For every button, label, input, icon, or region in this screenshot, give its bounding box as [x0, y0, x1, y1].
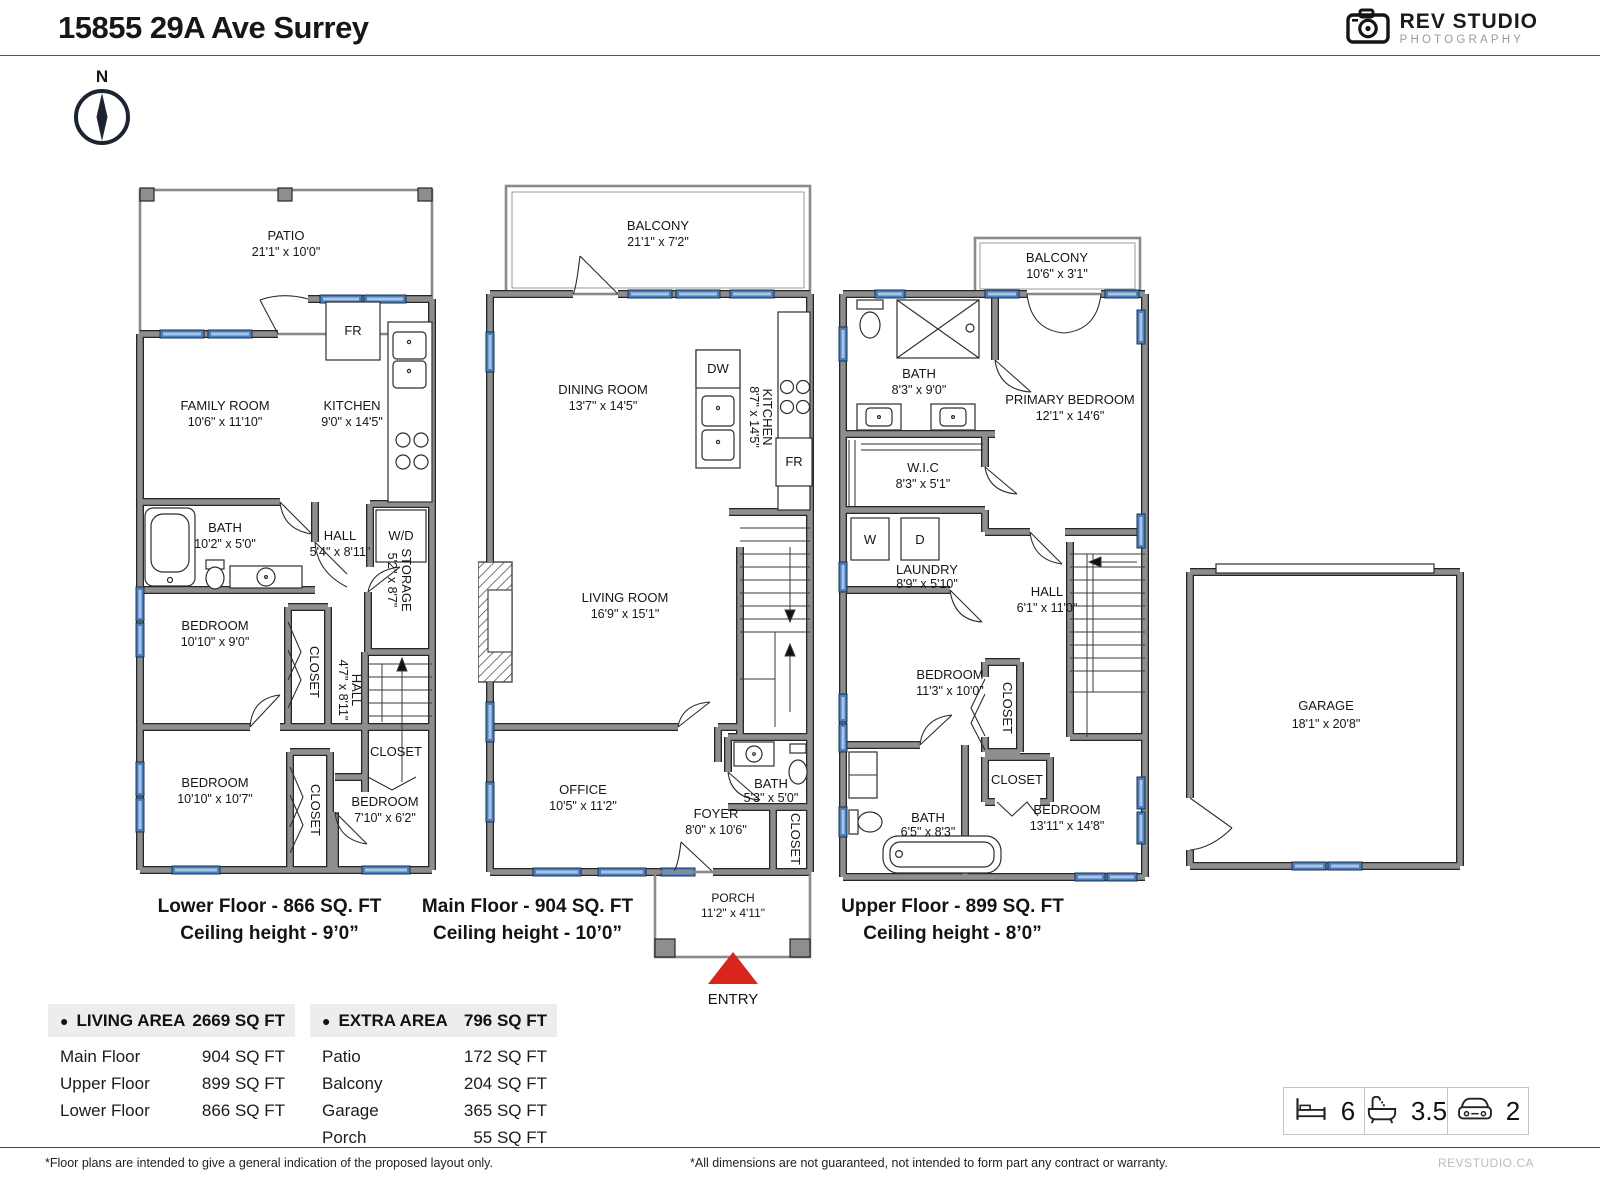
table-row: Patio 172 SQ FT: [322, 1047, 547, 1066]
svg-text:16'9" x 15'1": 16'9" x 15'1": [590, 607, 660, 621]
svg-text:BATH: BATH: [208, 520, 242, 535]
svg-text:HALL: HALL: [1030, 584, 1064, 599]
svg-text:BATH: BATH: [902, 366, 936, 381]
upper-floor-caption: Upper Floor - 899 SQ. FT Ceiling height - 8’0”: [841, 896, 1064, 944]
table-row: Porch 55 SQ FT: [322, 1128, 547, 1147]
svg-text:BEDROOM: BEDROOM: [181, 775, 249, 790]
svg-text:6'1" x 11'0": 6'1" x 11'0": [1016, 601, 1078, 615]
bullet-icon: ●: [60, 1012, 69, 1029]
studio-logo: [1345, 7, 1538, 50]
footer-brand: REVSTUDIO.CA: [1437, 1156, 1534, 1170]
svg-text:10'2" x 5'0": 10'2" x 5'0": [194, 537, 256, 551]
svg-text:DINING ROOM: DINING ROOM: [558, 382, 648, 397]
svg-text:BEDROOM: BEDROOM: [1033, 802, 1101, 817]
svg-text:10'6" x 11'10": 10'6" x 11'10": [187, 415, 263, 429]
svg-text:8'3" x 5'1": 8'3" x 5'1": [895, 477, 951, 491]
bullet-icon: ●: [322, 1012, 331, 1029]
camera-icon: [1345, 7, 1391, 50]
svg-text:11'2" x 4'11": 11'2" x 4'11": [700, 906, 766, 920]
cars-stat: 2: [1448, 1088, 1528, 1134]
lower-stairs: [368, 658, 432, 782]
upper-windows: [839, 290, 1145, 881]
main-floor-caption: Main Floor - 904 SQ. FT Ceiling height - 10’0”: [421, 896, 634, 944]
extra-area-header: ● EXTRA AREA 796 SQ FT: [310, 1004, 557, 1037]
table-row: Balcony 204 SQ FT: [322, 1074, 547, 1093]
living-area-table: [48, 1004, 295, 1124]
svg-text:BEDROOM: BEDROOM: [351, 794, 419, 809]
garage-plan: [1180, 558, 1472, 885]
svg-text:D: D: [915, 532, 925, 547]
svg-text:6'5" x 8'3": 6'5" x 8'3": [900, 825, 956, 839]
stats-box: [1283, 1087, 1529, 1135]
upper-balcony-rail: [975, 238, 1140, 294]
svg-text:BATH: BATH: [754, 776, 788, 791]
svg-text:18'1" x 20'8": 18'1" x 20'8": [1291, 717, 1361, 731]
svg-text:KITCHEN: KITCHEN: [323, 398, 381, 413]
upper-floor-plan: [835, 232, 1165, 889]
svg-text:8'0" x 10'6": 8'0" x 10'6": [685, 823, 747, 837]
svg-text:LIVING ROOM: LIVING ROOM: [581, 590, 669, 605]
main-floor-plan: [478, 182, 823, 1017]
svg-text:PORCH: PORCH: [711, 891, 755, 905]
table-row: Garage 365 SQ FT: [322, 1101, 547, 1120]
svg-text:7'10" x 6'2": 7'10" x 6'2": [354, 811, 416, 825]
svg-text:8'3" x 9'0": 8'3" x 9'0": [891, 383, 947, 397]
svg-text:9'0" x 14'5": 9'0" x 14'5": [321, 415, 383, 429]
svg-text:21'1" x 7'2": 21'1" x 7'2": [627, 235, 689, 249]
svg-text:CLOSET: CLOSET: [788, 812, 803, 866]
garage-door: [1216, 564, 1434, 573]
svg-text:CLOSET: CLOSET: [990, 772, 1044, 787]
svg-text:10'10" x 9'0": 10'10" x 9'0": [180, 635, 250, 649]
upper-bath-fixtures: [857, 300, 979, 430]
svg-text:FR: FR: [785, 454, 803, 469]
main-stairs: [740, 528, 810, 727]
footer-divider: [0, 1147, 1600, 1148]
extra-area-table: [310, 1004, 557, 1151]
svg-text:LAUNDRY: LAUNDRY: [896, 562, 958, 577]
upper-stairs: [1070, 554, 1145, 737]
svg-text:CLOSET: CLOSET: [308, 783, 323, 837]
bath-icon: [1365, 1093, 1399, 1130]
svg-text:CLOSET: CLOSET: [1000, 681, 1015, 735]
svg-text:12'1" x 14'6": 12'1" x 14'6": [1035, 409, 1105, 423]
lower-floor-plan: [130, 182, 442, 887]
main-doors: [573, 256, 760, 872]
footer-note-1: *Floor plans are intended to give a general indication of the proposed layout only.: [45, 1156, 493, 1170]
svg-text:FR: FR: [344, 323, 362, 338]
lower-floor-caption: Lower Floor - 866 SQ. FT Ceiling height - 9’0”: [157, 896, 382, 944]
svg-text:OFFICE: OFFICE: [559, 782, 607, 797]
patio-rail: [140, 190, 432, 334]
svg-text:ENTRY: ENTRY: [707, 991, 759, 1008]
svg-text:GARAGE: GARAGE: [1298, 698, 1354, 713]
svg-text:5'2" x 8'7": 5'2" x 8'7": [385, 552, 399, 608]
svg-text:PRIMARY BEDROOM: PRIMARY BEDROOM: [1005, 392, 1135, 407]
svg-text:13'7" x 14'5": 13'7" x 14'5": [568, 399, 638, 413]
table-row: Upper Floor 899 SQ FT: [60, 1074, 285, 1093]
svg-text:5'3" x 5'0": 5'3" x 5'0": [743, 791, 799, 805]
svg-text:BALCONY: BALCONY: [626, 218, 690, 233]
svg-text:10'5" x 11'2": 10'5" x 11'2": [549, 799, 617, 813]
living-area-header: ● LIVING AREA 2669 SQ FT: [48, 1004, 295, 1037]
logo-name: REV STUDIO: [1399, 9, 1538, 33]
svg-text:BEDROOM: BEDROOM: [181, 618, 249, 633]
svg-text:W.I.C: W.I.C: [907, 460, 939, 475]
svg-text:DW: DW: [707, 361, 729, 376]
svg-text:W/D: W/D: [388, 528, 414, 543]
svg-text:13'11" x 14'8": 13'11" x 14'8": [1029, 819, 1105, 833]
svg-text:HALL: HALL: [349, 673, 364, 707]
svg-text:10'10" x 10'7": 10'10" x 10'7": [177, 792, 253, 806]
svg-text:STORAGE: STORAGE: [399, 548, 414, 612]
compass: [68, 62, 138, 159]
svg-text:N: N: [95, 67, 109, 86]
svg-text:21'1" x 10'0": 21'1" x 10'0": [251, 245, 321, 259]
svg-text:KITCHEN: KITCHEN: [760, 388, 775, 446]
lower-kitchen-fixtures: [323, 302, 432, 562]
svg-text:4'7" x 8'11": 4'7" x 8'11": [336, 659, 350, 721]
svg-text:BATH: BATH: [911, 810, 945, 825]
svg-text:11'3" x 10'0": 11'3" x 10'0": [916, 684, 984, 698]
svg-text:CLOSET: CLOSET: [307, 645, 322, 699]
bed-icon: [1293, 1094, 1329, 1129]
logo-sub: PHOTOGRAPHY: [1399, 33, 1525, 46]
car-icon: [1456, 1094, 1494, 1129]
svg-text:10'6" x 3'1": 10'6" x 3'1": [1026, 267, 1088, 281]
garage-entry-door: [1190, 798, 1232, 850]
table-row: Lower Floor 866 SQ FT: [60, 1101, 285, 1120]
baths-stat: 3.5: [1365, 1088, 1448, 1134]
svg-text:BALCONY: BALCONY: [1025, 250, 1089, 265]
svg-text:HALL: HALL: [323, 528, 357, 543]
svg-text:W: W: [863, 532, 877, 547]
svg-text:8'9" x 5'10": 8'9" x 5'10": [896, 577, 958, 591]
svg-text:PATIO: PATIO: [267, 228, 305, 243]
svg-text:FOYER: FOYER: [693, 806, 739, 821]
footer-note-2: *All dimensions are not guaranteed, not intended to form part any contract or warranty.: [690, 1156, 1168, 1170]
beds-stat: 6: [1284, 1088, 1365, 1134]
table-row: Main Floor 904 SQ FT: [60, 1047, 285, 1066]
svg-text:8'7" x 14'5": 8'7" x 14'5": [747, 386, 761, 448]
svg-text:FAMILY ROOM: FAMILY ROOM: [180, 398, 270, 413]
page-title: 15855 29A Ave Surrey: [58, 10, 369, 45]
svg-text:BEDROOM: BEDROOM: [916, 667, 984, 682]
header-divider: [0, 55, 1600, 56]
compass-needle: [97, 93, 108, 141]
svg-text:5'4" x 8'11": 5'4" x 8'11": [309, 545, 371, 559]
svg-text:CLOSET: CLOSET: [369, 744, 423, 759]
